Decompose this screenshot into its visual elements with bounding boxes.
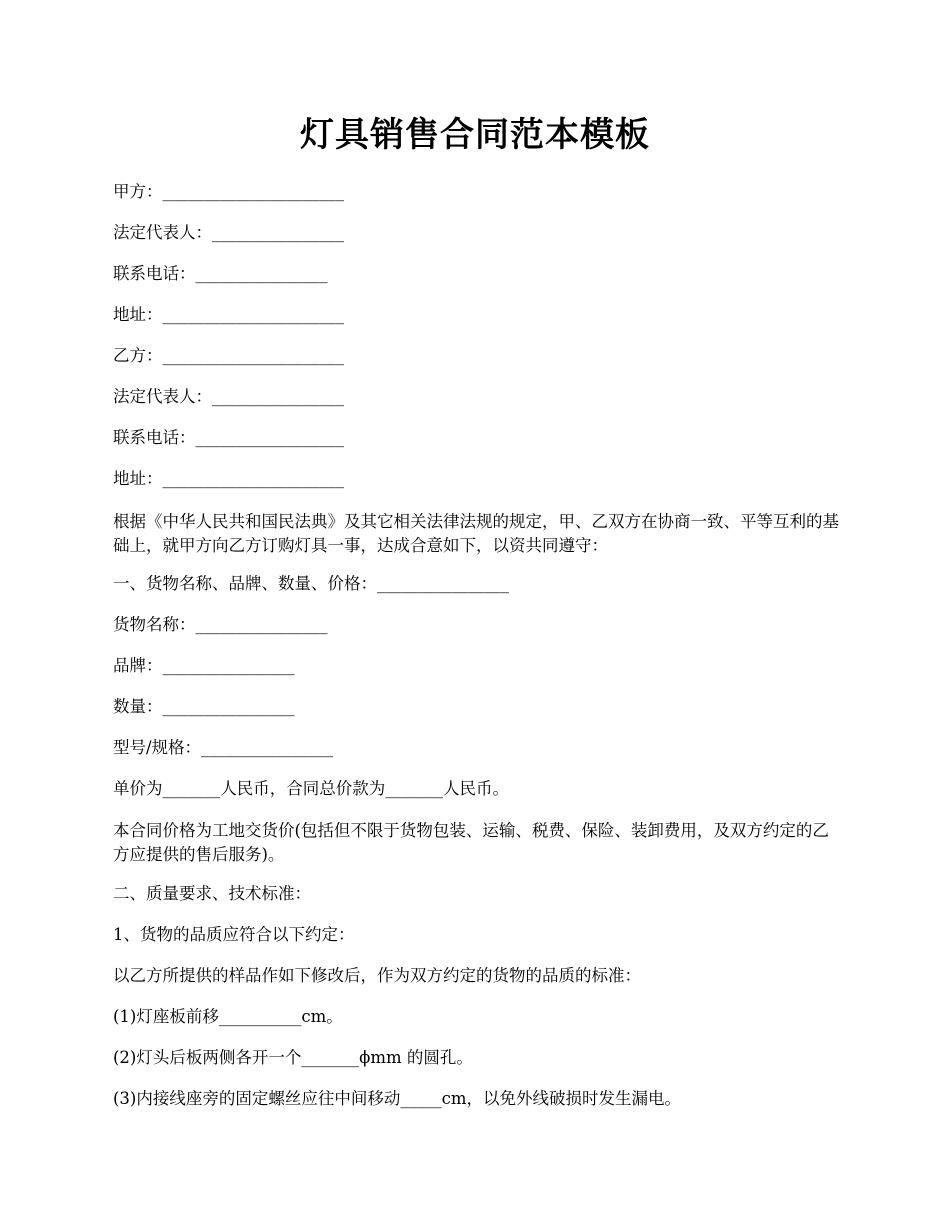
- preamble-paragraph: 根据《中华人民共和国民法典》及其它相关法律法规的规定，甲、乙双方在协商一致、平等互利的基础上，就甲方向乙方订购灯具一事，达成合意如下，以资共同遵守：: [113, 512, 839, 555]
- party-b-address-line: 地址：______________________: [113, 469, 344, 488]
- party-a-phone-line: 联系电话：________________: [113, 264, 328, 283]
- price-line: 单价为_______人民币，合同总价款为_______人民币。: [113, 779, 509, 798]
- party-b-phone-line: 联系电话：__________________: [113, 428, 344, 447]
- model-line: 型号/规格：________________: [113, 738, 334, 757]
- price-note-paragraph: 本合同价格为工地交货价(包括但不限于货物包装、运输、税费、保险、装卸费用，及双方约定的乙方应提供的售后服务)。: [113, 821, 829, 864]
- section2-heading: 二、质量要求、技术标准：: [113, 884, 311, 903]
- brand-line: 品牌：________________: [113, 656, 295, 675]
- quality-sub-item-1: (1)灯座板前移__________cm。: [113, 1007, 343, 1026]
- section1-heading: 一、货物名称、品牌、数量、价格：________________: [113, 574, 509, 593]
- quantity-line: 数量：________________: [113, 697, 295, 716]
- party-a-address-line: 地址：______________________: [113, 305, 344, 324]
- party-a-name-line: 甲方：______________________: [113, 182, 344, 201]
- goods-name-line: 货物名称：________________: [113, 615, 328, 634]
- party-b-name-line: 乙方：______________________: [113, 346, 344, 365]
- party-b-representative-line: 法定代表人：________________: [113, 387, 344, 406]
- document-title: 灯具销售合同范本模板: [300, 115, 650, 155]
- party-a-representative-line: 法定代表人：________________: [113, 223, 344, 242]
- quality-sub-item-3: (3)内接线座旁的固定螺丝应往中间移动_____cm，以免外线破损时发生漏电。: [113, 1089, 682, 1108]
- quality-sub-item-2: (2)灯头后板两侧各开一个_______ϕmm 的圆孔。: [113, 1048, 473, 1067]
- quality-item1-description: 以乙方所提供的样品作如下修改后，作为双方约定的货物的品质的标准：: [113, 966, 641, 985]
- quality-item1: 1、货物的品质应符合以下约定：: [113, 925, 355, 944]
